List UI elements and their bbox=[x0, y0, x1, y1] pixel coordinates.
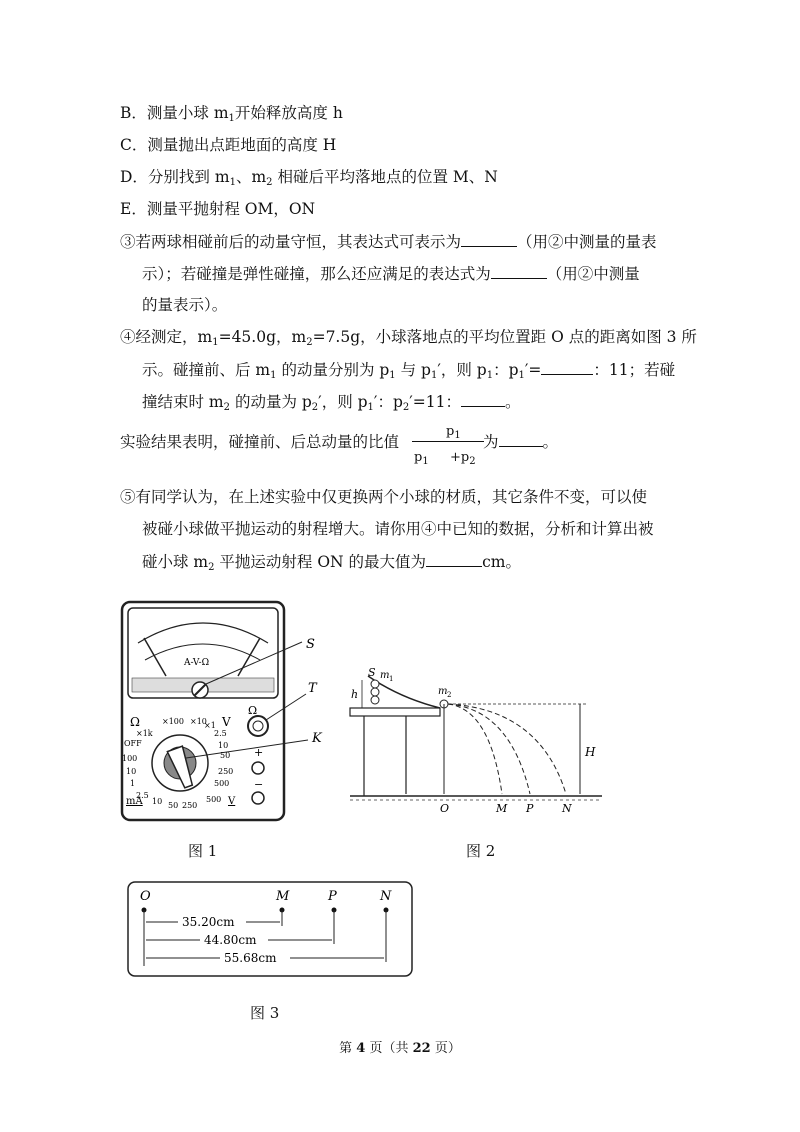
result-line: 实验结果表明，碰撞前、后总动量的比值 为 。 bbox=[120, 433, 559, 451]
svg-text:m: m bbox=[380, 670, 390, 681]
svg-text:2: 2 bbox=[447, 691, 452, 699]
svg-text:×1: ×1 bbox=[204, 721, 216, 730]
svg-text:T: T bbox=[308, 681, 317, 696]
svg-text:10: 10 bbox=[152, 797, 163, 806]
option-c: C．测量抛出点距地面的高度 H bbox=[120, 136, 337, 154]
svg-text:O: O bbox=[140, 889, 151, 904]
svg-text:55.68cm: 55.68cm bbox=[224, 951, 277, 965]
question-3-line-1: ③若两球相碰前后的动量守恒，其表达式可表示为 （用②中测量的量表 bbox=[120, 233, 657, 251]
svg-text:1: 1 bbox=[130, 779, 136, 788]
collision-apparatus-figure bbox=[340, 664, 620, 824]
svg-text:10: 10 bbox=[218, 741, 229, 750]
svg-text:1: 1 bbox=[389, 675, 394, 683]
svg-text:mA: mA bbox=[126, 796, 143, 807]
svg-text:P: P bbox=[328, 889, 337, 904]
option-e: E．测量平抛射程 OM，ON bbox=[120, 200, 316, 218]
svg-text:500: 500 bbox=[206, 795, 222, 804]
svg-text:m: m bbox=[438, 686, 448, 697]
svg-text:250: 250 bbox=[218, 767, 234, 776]
svg-text:10: 10 bbox=[126, 767, 137, 776]
svg-text:500: 500 bbox=[214, 779, 230, 788]
svg-text:250: 250 bbox=[182, 801, 198, 810]
svg-text:N: N bbox=[562, 802, 572, 815]
svg-text:P: P bbox=[526, 802, 534, 815]
svg-text:−: − bbox=[254, 778, 264, 791]
figure-2-caption: 图 2 bbox=[466, 842, 496, 860]
negative-terminal[interactable] bbox=[252, 792, 264, 804]
figure-1-caption: 图 1 bbox=[188, 842, 218, 860]
question-5-line-2: 被碰小球做平抛运动的射程增大。请你用④中已知的数据，分析和计算出被 bbox=[142, 520, 654, 538]
svg-text:H: H bbox=[585, 745, 596, 759]
svg-text:M: M bbox=[276, 889, 290, 904]
figure-3-caption: 图 3 bbox=[250, 1004, 280, 1022]
question-3-line-2: 示）；若碰撞是弹性碰撞，那么还应满足的表达式为 （用②中测量 bbox=[142, 265, 640, 283]
svg-text:×1k: ×1k bbox=[136, 729, 153, 738]
svg-text:Ω: Ω bbox=[130, 715, 140, 729]
svg-text:M: M bbox=[496, 802, 508, 815]
svg-text:2.5: 2.5 bbox=[214, 729, 227, 738]
svg-text:2.5: 2.5 bbox=[136, 791, 149, 800]
momentum-ratio-fraction: $p_1$ $p_1$ $+p_2$ bbox=[400, 424, 500, 474]
positive-terminal[interactable] bbox=[252, 762, 264, 774]
option-b: B．测量小球 $m_1$开始释放高度 h bbox=[120, 104, 343, 124]
svg-text:50: 50 bbox=[168, 801, 179, 810]
distance-diagram-figure bbox=[120, 878, 420, 982]
svg-text:V: V bbox=[222, 715, 231, 729]
svg-text:×10: ×10 bbox=[190, 717, 207, 726]
svg-text:Ω: Ω bbox=[248, 704, 258, 717]
svg-text:O: O bbox=[440, 802, 450, 815]
question-3-line-3: 的量表示）。 bbox=[142, 296, 228, 314]
question-4-line-2: 示。碰撞前、后 $m_1$ 的动量分别为 $p_1$ 与 $p_1'$，则 $p_1$：$p_1'=$ ：11；若碰 bbox=[142, 361, 676, 381]
svg-text:V: V bbox=[228, 796, 236, 807]
svg-text:S: S bbox=[368, 666, 376, 679]
question-4-line-3: 撞结束时 $m_2$ 的动量为 $p_2'$，则 $p_1'$：$p_2'=11$： 。 bbox=[142, 393, 521, 413]
svg-text:100: 100 bbox=[122, 754, 138, 763]
svg-text:S: S bbox=[306, 637, 315, 652]
svg-text:h: h bbox=[351, 688, 359, 701]
svg-text:50: 50 bbox=[220, 751, 231, 760]
svg-text:OFF: OFF bbox=[124, 739, 142, 748]
svg-text:N: N bbox=[380, 889, 392, 904]
meter-face-label: A-V-Ω bbox=[184, 658, 210, 668]
svg-text:K: K bbox=[312, 731, 322, 746]
svg-text:+: + bbox=[254, 746, 264, 759]
question-4-line-1: ④经测定，$m_1=45.0g$，$m_2=7.5g$，小球落地点的平均位置距 O 点的距离如图 3 所 bbox=[120, 328, 697, 348]
svg-text:44.80cm: 44.80cm bbox=[204, 933, 257, 947]
svg-text:35.20cm: 35.20cm bbox=[182, 915, 235, 929]
question-5-line-1: ⑤有同学认为，在上述实验中仅更换两个小球的材质，其它条件不变，可以使 bbox=[120, 488, 648, 506]
svg-text:×100: ×100 bbox=[162, 717, 184, 726]
option-d: D．分别找到 $m_1$、$m_2$ 相碰后平均落地点的位置 M、N bbox=[120, 168, 498, 188]
question-5-line-3: 碰小球 $m_2$ 平抛运动射程 ON 的最大值为 cm。 bbox=[142, 553, 521, 573]
multimeter-figure bbox=[110, 598, 350, 828]
page-footer: 第 4 页（共 22 页） bbox=[339, 1041, 461, 1056]
